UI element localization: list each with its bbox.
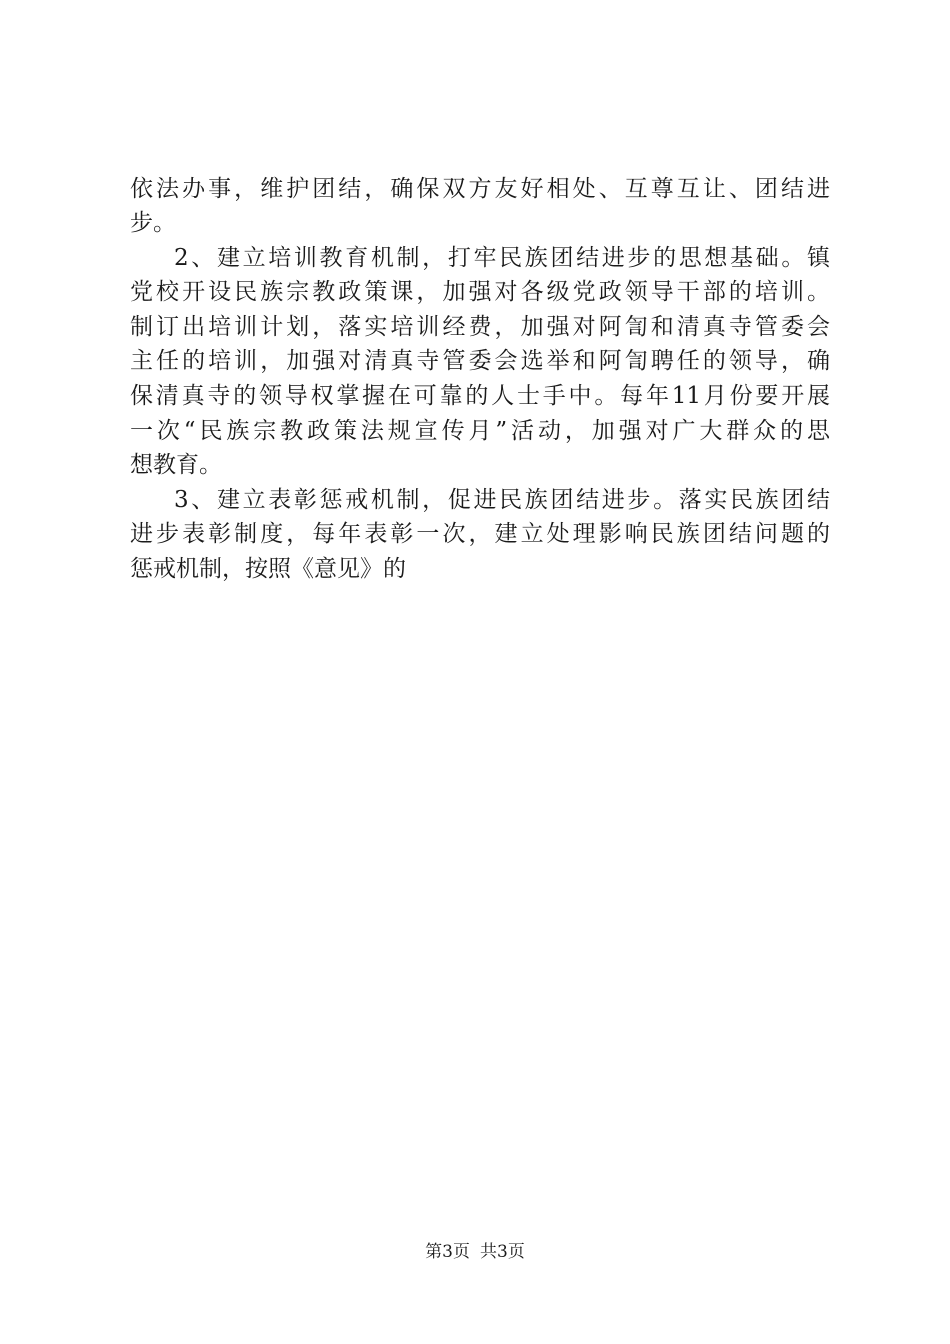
- text-line-6: 主任的培训，加强对清真寺管委会选举和阿訇聘任的领导，确: [130, 348, 830, 374]
- text-line-2: 步。: [130, 210, 176, 236]
- text-line-5: 制订出培训计划，落实培训经费，加强对阿訇和清真寺管委会: [130, 314, 830, 340]
- text-line-11: 进步表彰制度，每年表彰一次，建立处理影响民族团结问题的: [130, 521, 830, 547]
- page-footer: [0, 1240, 950, 1264]
- text-line-8: 一次“民族宗教政策法规宣传月”活动，加强对广大群众的思: [130, 418, 830, 444]
- text-line-10: 3、建立表彰惩戒机制，促进民族团结进步。落实民族团结: [174, 487, 830, 513]
- text-line-9: 想教育。: [130, 452, 222, 478]
- text-line-3: 2、建立培训教育机制，打牢民族团结进步的思想基础。镇: [174, 245, 830, 271]
- page-number-total: 共3页: [480, 1242, 525, 1262]
- text-line-4: 党校开设民族宗教政策课，加强对各级党政领导干部的培训。: [130, 279, 830, 305]
- text-line-7: 保清真寺的领导权掌握在可靠的人士手中。每年11月份要开展: [130, 383, 830, 409]
- page-number-current: 第3页: [425, 1242, 470, 1262]
- text-line-1: 依法办事，维护团结，确保双方友好相处、互尊互让、团结进: [130, 176, 830, 202]
- text-line-12: 惩戒机制，按照《意见》的: [130, 556, 406, 582]
